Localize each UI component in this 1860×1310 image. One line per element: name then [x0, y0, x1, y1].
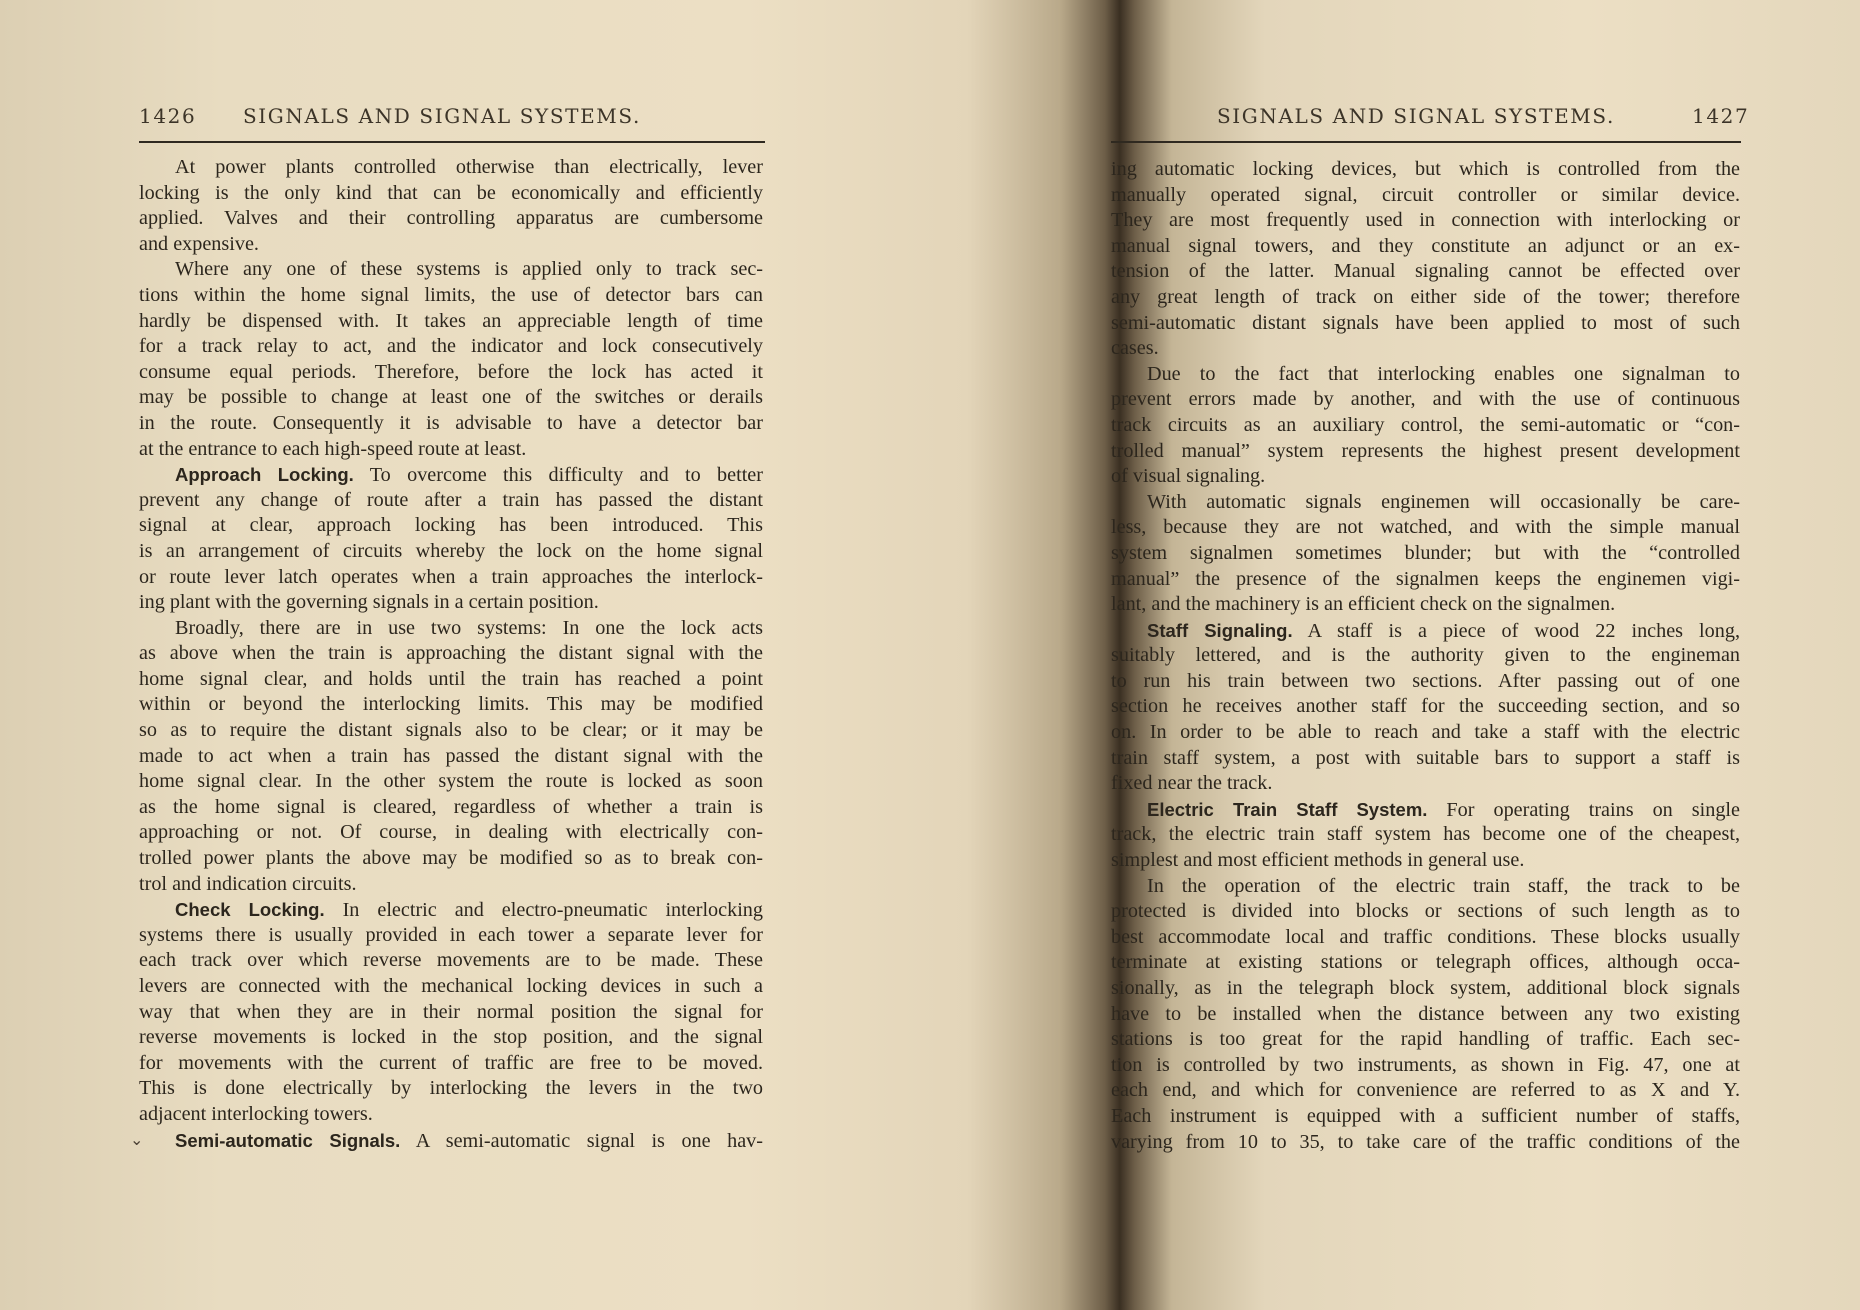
- text-line: [139, 744, 763, 770]
- text-line: [1111, 720, 1740, 746]
- line-text: prevent any change of route after a train has passed the distant: [139, 488, 763, 511]
- text-line: [1111, 746, 1740, 772]
- text-line: [1111, 541, 1740, 567]
- text-line: [1111, 822, 1740, 848]
- text-line: [1111, 643, 1740, 669]
- line-text: for movements with the current of traffic are free to be moved.: [139, 1051, 763, 1074]
- text-line: [1111, 1104, 1740, 1130]
- text-line: [139, 820, 763, 846]
- text-line: [1111, 362, 1740, 388]
- line-text: section he receives another staff for the succeeding section, and so: [1111, 695, 1740, 718]
- right-header-rule: [1111, 141, 1741, 143]
- line-text: prevent errors made by another, and with the use of continuous: [1111, 388, 1740, 411]
- section-subheading: Approach Locking.: [175, 464, 354, 486]
- line-text: This is done electrically by interlocking the levers in the two: [139, 1077, 763, 1100]
- text-line: [1111, 259, 1740, 285]
- line-text: tions within the home signal limits, the use of detector bars can: [139, 283, 763, 306]
- line-text: or route lever latch operates when a train approaches the interlock-: [139, 565, 763, 588]
- line-text: less, because they are not watched, and with the simple manual: [1111, 516, 1740, 539]
- text-line: [1111, 285, 1740, 311]
- line-text: as the home signal is cleared, regardless of whether a train is: [139, 795, 763, 818]
- text-line: [1111, 874, 1740, 900]
- line-text: so as to require the distant signals also to be clear; or it may be: [139, 719, 763, 742]
- text-line: [139, 846, 763, 872]
- line-text: manual” the presence of the signalmen keeps the enginemen vigi-: [1111, 567, 1740, 590]
- line-text: hardly be dispensed with. It takes an appreciable length of time: [139, 309, 763, 332]
- line-text: approaching or not. Of course, in dealing with electrically con-: [139, 821, 763, 844]
- line-text: tion is controlled by two instruments, as shown in Fig. 47, one at: [1111, 1053, 1740, 1076]
- text-line: [139, 181, 763, 207]
- text-line: [139, 462, 763, 488]
- line-text: as above when the train is approaching the distant signal with the: [139, 642, 763, 665]
- text-line: [1111, 771, 1740, 797]
- line-text: varying from 10 to 35, to take care of the traffic conditions of the: [1111, 1130, 1740, 1153]
- line-text: made to act when a train has passed the distant signal with the: [139, 744, 763, 767]
- line-text: In electric and electro-pneumatic interlocking: [324, 899, 763, 922]
- line-text: way that when they are in their normal position the signal for: [139, 1000, 763, 1023]
- line-text: to run his train between two sections. After passing out of one: [1111, 669, 1740, 692]
- text-line: [139, 1076, 763, 1102]
- text-line: [1111, 925, 1740, 951]
- text-line: [1111, 464, 1740, 490]
- text-line: [139, 692, 763, 718]
- line-text: home signal clear. In the other system the route is locked as soon: [139, 770, 763, 793]
- text-line: [139, 641, 763, 667]
- text-line: [139, 309, 763, 335]
- text-line: [1111, 208, 1740, 234]
- line-text: at the entrance to each high-speed route at least.: [139, 437, 527, 460]
- text-line: [139, 155, 763, 181]
- line-text: lant, and the machinery is an efficient check on the signalmen.: [1111, 593, 1616, 616]
- left-body-text: [139, 155, 763, 1153]
- line-text: each end, and which for convenience are referred to as X and Y.: [1111, 1079, 1740, 1102]
- left-running-head: SIGNALS AND SIGNAL SYSTEMS.: [243, 104, 641, 128]
- line-text: Each instrument is equipped with a sufficient number of staffs,: [1111, 1104, 1740, 1127]
- text-line: [139, 1128, 763, 1154]
- section-subheading: Semi-automatic Signals.: [175, 1129, 401, 1151]
- line-text: consume equal periods. Therefore, before the lock has acted it: [139, 360, 763, 383]
- line-text: systems there is usually provided in each tower a separate lever for: [139, 923, 763, 946]
- text-line: [139, 437, 763, 463]
- text-line: [139, 897, 763, 923]
- line-text: trolled manual” system represents the highest present development: [1111, 439, 1740, 462]
- text-line: [1111, 899, 1740, 925]
- text-line: [139, 1000, 763, 1026]
- text-line: [139, 360, 763, 386]
- text-line: [1111, 1027, 1740, 1053]
- right-page-number: 1427: [1692, 104, 1750, 128]
- line-text: manually operated signal, circuit controller or similar device.: [1111, 183, 1740, 206]
- text-line: [1111, 669, 1740, 695]
- line-text: suitably lettered, and is the authority given to the engineman: [1111, 644, 1740, 667]
- line-text: Due to the fact that interlocking enables one signalman to: [1147, 362, 1740, 385]
- line-text: locking is the only kind that can be economically and efficiently: [139, 181, 763, 204]
- text-line: [139, 1025, 763, 1051]
- text-line: [1111, 387, 1740, 413]
- line-text: ing automatic locking devices, but which is controlled from the: [1111, 158, 1740, 180]
- text-line: [1111, 694, 1740, 720]
- text-line: [139, 872, 763, 898]
- line-text: manual signal towers, and they constitute an adjunct or an ex-: [1111, 234, 1740, 257]
- left-header-rule: [139, 141, 765, 143]
- text-line: [139, 539, 763, 565]
- line-text: stations is too great for the rapid handling of traffic. Each sec-: [1111, 1028, 1740, 1051]
- text-line: [139, 923, 763, 949]
- text-line: [139, 667, 763, 693]
- text-line: [1111, 515, 1740, 541]
- text-line: [139, 232, 763, 258]
- text-line: [139, 616, 763, 642]
- line-text: trolled power plants the above may be modified so as to break con-: [139, 847, 763, 870]
- text-line: [1111, 311, 1740, 337]
- line-text: each track over which reverse movements are to be made. These: [139, 949, 763, 972]
- line-text: in the route. Consequently it is advisable to have a detector bar: [139, 411, 763, 434]
- right-running-head: SIGNALS AND SIGNAL SYSTEMS.: [1217, 104, 1615, 128]
- line-text: terminate at existing stations or telegraph offices, although occa-: [1111, 951, 1740, 974]
- text-line: [139, 488, 763, 514]
- text-line: [139, 334, 763, 360]
- section-subheading: Check Locking.: [175, 899, 325, 921]
- line-text: levers are connected with the mechanical locking devices in such a: [139, 975, 763, 997]
- line-text: system signalmen sometimes blunder; but with the “controlled: [1111, 541, 1740, 564]
- line-text: Where any one of these systems is applied only to track sec-: [175, 258, 763, 281]
- right-page: [930, 0, 1860, 1310]
- text-line: [1111, 976, 1740, 1002]
- text-line: [139, 795, 763, 821]
- line-text: and expensive.: [139, 232, 259, 255]
- section-subheading: Staff Signaling.: [1147, 619, 1293, 641]
- line-text: semi-automatic distant signals have been applied to most of such: [1111, 311, 1740, 334]
- line-text: cases.: [1111, 337, 1159, 360]
- text-line: [139, 513, 763, 539]
- text-line: [1111, 1002, 1740, 1028]
- line-text: protected is divided into blocks or sections of such length as to: [1111, 900, 1740, 923]
- line-text: simplest and most efficient methods in general use.: [1111, 849, 1525, 872]
- line-text: on. In order to be able to reach and take a staff with the electric: [1111, 721, 1740, 744]
- text-line: [1111, 848, 1740, 874]
- text-line: [139, 718, 763, 744]
- line-text: At power plants controlled otherwise than electrically, lever: [175, 156, 763, 178]
- line-text: any great length of track on either side of the tower; therefore: [1111, 285, 1740, 308]
- text-line: [1111, 950, 1740, 976]
- line-text: train staff system, a post with suitable bars to support a staff is: [1111, 746, 1740, 769]
- text-line: [1111, 183, 1740, 209]
- line-text: fixed near the track.: [1111, 772, 1273, 795]
- text-line: [1111, 490, 1740, 516]
- text-line: [1111, 157, 1740, 183]
- line-text: They are most frequently used in connection with interlocking or: [1111, 209, 1740, 232]
- line-text: within or beyond the interlocking limits. This may be modified: [139, 693, 763, 716]
- line-text: home signal clear, and holds until the train has reached a point: [139, 667, 763, 690]
- line-text: track, the electric train staff system has become one of the cheapest,: [1111, 823, 1740, 846]
- line-text: ing plant with the governing signals in a certain position.: [139, 591, 599, 614]
- text-line: [139, 565, 763, 591]
- right-body-text: [1111, 157, 1740, 1155]
- text-line: [139, 1102, 763, 1128]
- line-text: best accommodate local and traffic conditions. These blocks usually: [1111, 925, 1740, 948]
- text-line: [1111, 336, 1740, 362]
- text-line: [1111, 1053, 1740, 1079]
- line-text: track circuits as an auxiliary control, the semi-automatic or “con-: [1111, 413, 1740, 436]
- text-line: [1111, 413, 1740, 439]
- line-text: For operating trains on single: [1427, 798, 1740, 821]
- text-line: [139, 590, 763, 616]
- text-line: [1111, 234, 1740, 260]
- line-text: of visual signaling.: [1111, 465, 1266, 488]
- text-line: [139, 385, 763, 411]
- line-text: reverse movements is locked in the stop position, and the signal: [139, 1026, 763, 1049]
- text-line: [139, 411, 763, 437]
- line-text: for a track relay to act, and the indicator and lock consecutively: [139, 335, 763, 358]
- line-text: tension of the latter. Manual signaling cannot be effected over: [1111, 260, 1740, 283]
- text-line: [139, 974, 763, 1000]
- text-line: [1111, 1130, 1740, 1156]
- line-text: is an arrangement of circuits whereby the lock on the home signal: [139, 539, 763, 562]
- line-text: may be possible to change at least one of the switches or derails: [139, 386, 763, 409]
- text-line: [139, 257, 763, 283]
- line-text: trol and indication circuits.: [139, 872, 357, 895]
- text-line: [139, 206, 763, 232]
- line-text: adjacent interlocking towers.: [139, 1102, 373, 1125]
- text-line: [1111, 618, 1740, 644]
- text-line: [1111, 592, 1740, 618]
- line-text: sionally, as in the telegraph block system, additional block signals: [1111, 977, 1740, 999]
- text-line: [139, 769, 763, 795]
- text-line: [139, 948, 763, 974]
- line-text: In the operation of the electric train staff, the track to be: [1147, 874, 1740, 897]
- line-text: A semi-automatic signal is one hav-: [400, 1129, 763, 1152]
- text-line: [139, 283, 763, 309]
- line-text: To overcome this difficulty and to better: [353, 464, 763, 487]
- text-line: [1111, 1078, 1740, 1104]
- left-page-number: 1426: [139, 104, 197, 128]
- line-text: With automatic signals enginemen will occasionally be care-: [1147, 490, 1740, 513]
- text-line: [1111, 567, 1740, 593]
- section-subheading: Electric Train Staff System.: [1147, 798, 1428, 820]
- line-text: have to be installed when the distance between any two existing: [1111, 1002, 1740, 1025]
- line-text: signal at clear, approach locking has been introduced. This: [139, 514, 763, 537]
- margin-pencil-mark: ⌄: [130, 1130, 144, 1149]
- text-line: [139, 1051, 763, 1077]
- text-line: [1111, 797, 1740, 823]
- line-text: Broadly, there are in use two systems: In one the lock acts: [175, 616, 763, 639]
- line-text: A staff is a piece of wood 22 inches long,: [1292, 619, 1740, 642]
- text-line: [1111, 439, 1740, 465]
- line-text: applied. Valves and their controlling apparatus are cumbersome: [139, 207, 763, 230]
